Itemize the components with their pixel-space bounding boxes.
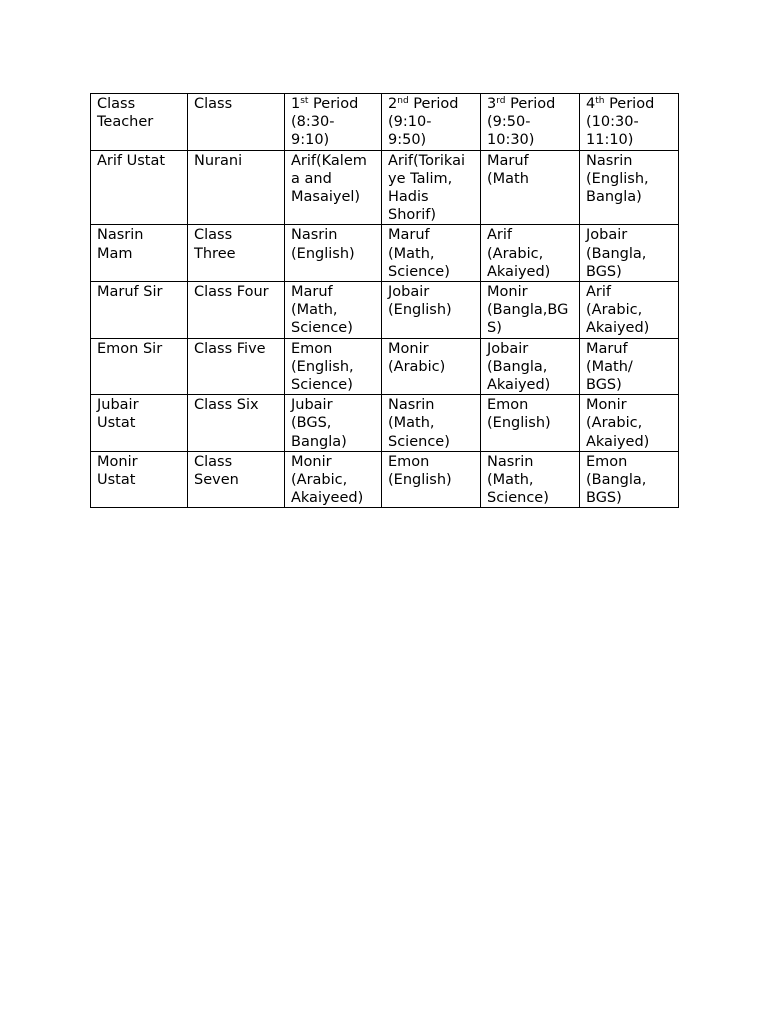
cell-text: (Math, — [487, 472, 534, 489]
cell-text: Mam — [97, 245, 133, 262]
period-3-cell — [481, 395, 580, 452]
cell-text: (English, — [586, 170, 649, 187]
cell-text: Science) — [487, 490, 549, 507]
header-period-3 — [481, 94, 580, 151]
header-period-2 — [382, 94, 481, 151]
cell-text: Monir — [388, 340, 429, 357]
cell-text: (Bangla,BG — [487, 302, 569, 319]
cell-text: (Bangla, — [586, 472, 647, 489]
cell-text: (English) — [388, 302, 452, 319]
cell-text: Maruf — [291, 284, 333, 301]
header-period-1 — [285, 94, 382, 151]
cell-text: Class — [194, 453, 233, 470]
cell-text: Ustat — [97, 415, 136, 432]
cell-text: (Math, — [291, 302, 338, 319]
period-1-cell — [285, 338, 382, 395]
cell-text: Maruf — [388, 227, 430, 244]
cell-text: ye Talim, — [388, 170, 453, 187]
period-4-cell — [580, 451, 679, 508]
class-cell — [188, 338, 285, 395]
cell-text: Maruf Sir — [97, 284, 163, 301]
header-text: Teacher — [97, 114, 154, 131]
period-label: Period — [308, 96, 359, 112]
cell-text: Seven — [194, 472, 239, 489]
period-1-cell — [285, 451, 382, 508]
period-4-cell — [580, 338, 679, 395]
teacher-cell — [91, 225, 188, 282]
cell-text: (English) — [487, 415, 551, 432]
cell-text: Monir — [291, 453, 332, 470]
period-4-cell — [580, 395, 679, 452]
period-suffix: rd — [496, 96, 506, 106]
cell-text: Maruf — [487, 152, 529, 169]
cell-text: Monir — [487, 284, 528, 301]
period-3-cell — [481, 338, 580, 395]
teacher-cell — [91, 395, 188, 452]
period-time: (9:10- — [388, 114, 432, 131]
period-suffix: nd — [397, 96, 409, 106]
cell-text: (Math, — [388, 245, 435, 262]
period-4-cell — [580, 282, 679, 339]
period-time: (10:30- — [586, 114, 639, 131]
period-3-cell — [481, 150, 580, 225]
period-time: 9:50) — [388, 132, 427, 149]
period-label: Period — [408, 96, 459, 112]
period-time: 9:10) — [291, 132, 330, 149]
class-cell — [188, 451, 285, 508]
class-cell — [188, 282, 285, 339]
cell-text: Jubair — [97, 397, 139, 414]
table-row — [91, 282, 679, 339]
period-2-cell — [382, 451, 481, 508]
table-row — [91, 150, 679, 225]
cell-text: Class Four — [194, 284, 269, 301]
cell-text: a and — [291, 170, 332, 187]
teacher-cell — [91, 338, 188, 395]
cell-text: Hadis — [388, 189, 429, 206]
cell-text: Arif — [586, 284, 612, 301]
cell-text: (Arabic, — [586, 415, 643, 432]
cell-text: Monir — [586, 397, 627, 414]
header-text: Class — [194, 96, 233, 112]
period-2-cell — [382, 225, 481, 282]
period-2-cell — [382, 150, 481, 225]
cell-text: (English) — [388, 472, 452, 489]
cell-text: Class Six — [194, 397, 259, 414]
header-text: Class — [97, 96, 136, 112]
cell-text: Nasrin — [586, 152, 633, 169]
cell-text: (Bangla, — [487, 358, 548, 375]
header-period-4 — [580, 94, 679, 151]
period-4-cell — [580, 225, 679, 282]
cell-text: Emon — [291, 340, 333, 357]
cell-text: (Math/ — [586, 358, 633, 375]
table-body — [91, 94, 679, 508]
cell-text: Jubair — [291, 397, 333, 414]
cell-text: Bangla) — [291, 433, 347, 450]
cell-text: Science) — [388, 263, 450, 280]
cell-text: (English, — [291, 358, 354, 375]
cell-text: Nasrin — [487, 453, 534, 470]
period-number: 1 — [291, 96, 301, 112]
period-suffix: th — [595, 96, 605, 106]
period-suffix: st — [300, 96, 309, 106]
class-cell — [188, 395, 285, 452]
cell-text: Science) — [291, 320, 353, 337]
cell-text: (BGS, — [291, 415, 332, 432]
cell-text: (Arabic, — [586, 302, 643, 319]
header-row — [91, 94, 679, 151]
cell-text: S) — [487, 320, 502, 337]
cell-text: (Math — [487, 170, 529, 187]
cell-text: Science) — [291, 377, 353, 394]
period-number: 2 — [388, 96, 398, 112]
period-1-cell — [285, 150, 382, 225]
period-2-cell — [382, 395, 481, 452]
period-3-cell — [481, 451, 580, 508]
period-1-cell — [285, 282, 382, 339]
header-class-teacher — [91, 94, 188, 151]
cell-text: (Arabic, — [291, 472, 348, 489]
teacher-cell — [91, 451, 188, 508]
cell-text: Akaiyed) — [586, 433, 650, 450]
cell-text: Arif Ustat — [97, 152, 166, 169]
cell-text: Akaiyeed) — [291, 490, 364, 507]
period-time: (9:50- — [487, 114, 531, 131]
cell-text: Shorif) — [388, 207, 437, 224]
cell-text: Maruf — [586, 340, 628, 357]
cell-text: Bangla) — [586, 189, 642, 206]
teacher-cell — [91, 150, 188, 225]
cell-text: Nasrin — [388, 397, 435, 414]
cell-text: Three — [194, 245, 236, 262]
cell-text: Akaiyed) — [586, 320, 650, 337]
period-4-cell — [580, 150, 679, 225]
period-label: Period — [505, 96, 556, 112]
cell-text: BGS) — [586, 263, 622, 280]
cell-text: BGS) — [586, 490, 622, 507]
cell-text: Akaiyed) — [487, 263, 551, 280]
cell-text: Masaiyel) — [291, 189, 361, 206]
cell-text: Jobair — [388, 284, 430, 301]
cell-text: BGS) — [586, 377, 622, 394]
period-1-cell — [285, 225, 382, 282]
cell-text: Jobair — [487, 340, 529, 357]
cell-text: Nasrin — [97, 227, 144, 244]
cell-text: Nasrin — [291, 227, 338, 244]
cell-text: Science) — [388, 433, 450, 450]
cell-text: Emon — [388, 453, 430, 470]
cell-text: Class Five — [194, 340, 266, 357]
period-label: Period — [604, 96, 655, 112]
period-3-cell — [481, 225, 580, 282]
cell-text: Arif(Kalem — [291, 152, 367, 169]
cell-text: Monir — [97, 453, 138, 470]
cell-text: Arif — [487, 227, 513, 244]
period-2-cell — [382, 282, 481, 339]
table-row — [91, 338, 679, 395]
period-1-cell — [285, 395, 382, 452]
class-cell — [188, 150, 285, 225]
period-number: 3 — [487, 96, 497, 112]
period-3-cell — [481, 282, 580, 339]
cell-text: Emon Sir — [97, 340, 163, 357]
cell-text: Arif(Torikai — [388, 152, 465, 169]
cell-text: Class — [194, 227, 233, 244]
table-row — [91, 225, 679, 282]
period-time: 11:10) — [586, 132, 634, 149]
period-time: 10:30) — [487, 132, 535, 149]
cell-text: (Math, — [388, 415, 435, 432]
cell-text: Jobair — [586, 227, 628, 244]
period-number: 4 — [586, 96, 596, 112]
period-2-cell — [382, 338, 481, 395]
cell-text: Ustat — [97, 472, 136, 489]
table-row — [91, 395, 679, 452]
cell-text: Emon — [487, 397, 529, 414]
teacher-cell — [91, 282, 188, 339]
period-time: (8:30- — [291, 114, 335, 131]
cell-text: (English) — [291, 245, 355, 262]
cell-text: Nurani — [194, 152, 243, 169]
cell-text: (Bangla, — [586, 245, 647, 262]
class-cell — [188, 225, 285, 282]
cell-text: (Arabic) — [388, 358, 446, 375]
cell-text: Akaiyed) — [487, 377, 551, 394]
header-class — [188, 94, 285, 151]
table-row — [91, 451, 679, 508]
class-routine-table — [90, 93, 679, 508]
cell-text: Emon — [586, 453, 628, 470]
cell-text: (Arabic, — [487, 245, 544, 262]
